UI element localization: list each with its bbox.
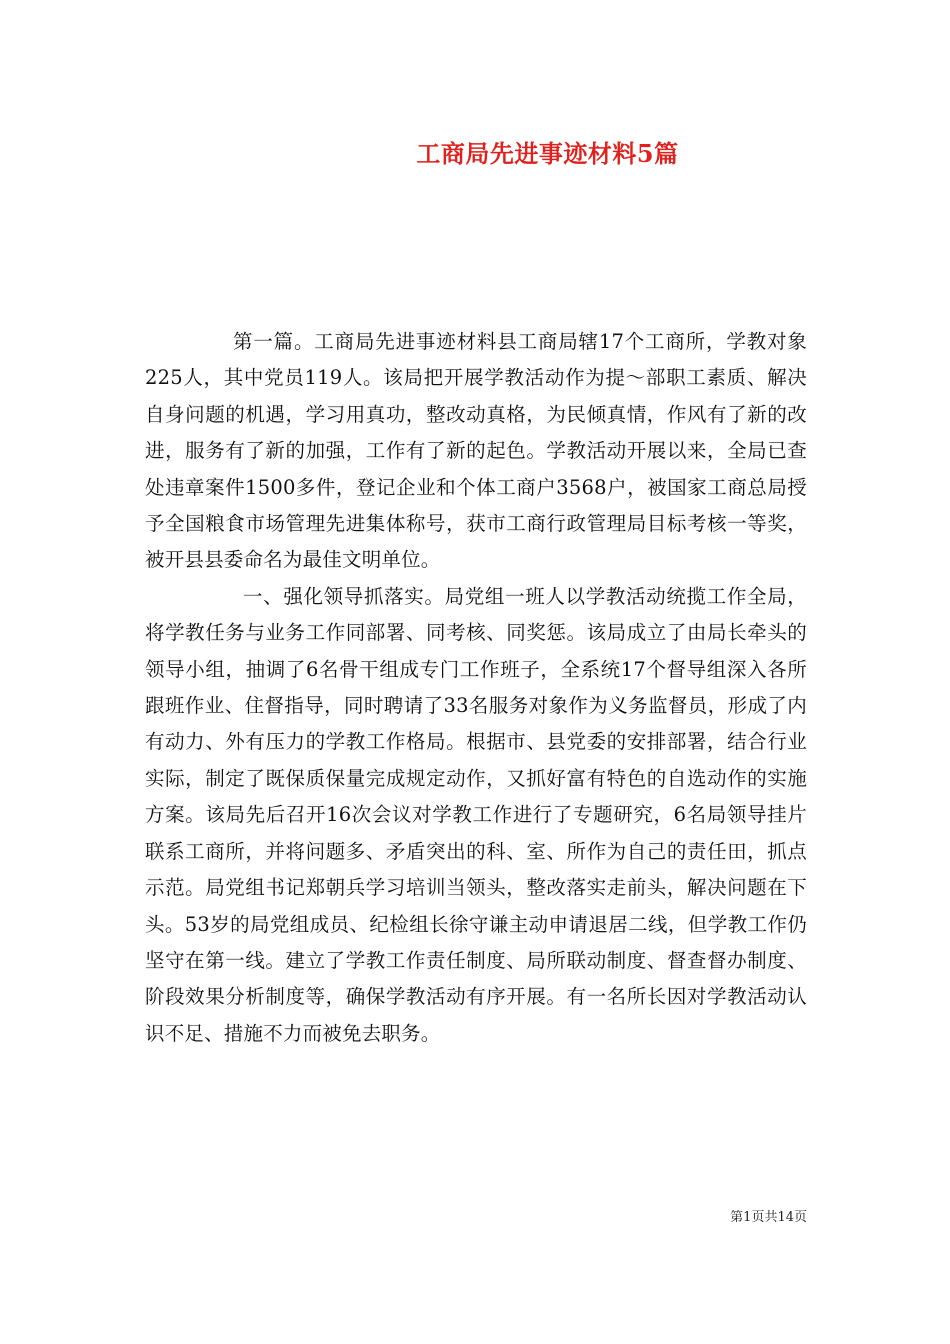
document-body <box>145 324 807 1052</box>
paragraph-1: 第一篇。工商局先进事迹材料县工商局辖17个工商所，学教对象225人，其中党员119人。该局把开展学教活动作为提～部职工素质、解决自身问题的机遇，学习用真功，整改动真格，为民倾真情，作风有了新的改进，服务有了新的加强，工作有了新的起色。学教活动开展以来，全局已查处违章案件1500多件，登记企业和个体工商户3568户，被国家工商总局授予全国粮食市场管理先进集体称号，获市工商行政管理局目标考核一等奖，被开县县委命名为最佳文明单位。 <box>145 330 807 572</box>
paragraph-2: 一、强化领导抓落实。局党组一班人以学教活动统揽工作全局，将学教任务与业务工作同部署、同考核、同奖惩。该局成立了由局长牵头的领导小组，抽调了6名骨干组成专门工作班子，全系统17个督导组深入各所跟班作业、住督指导，同时聘请了33名服务对象作为义务监督员，形成了内有动力、外有压力的学教工作格局。根据市、县党委的安排部署，结合行业实际，制定了既保质保量完成规定动作，又抓好富有特色的自选动作的实施方案。该局先后召开16次会议对学教工作进行了专题研究，6名局领导挂片联系工商所，并将问题多、矛盾突出的科、室、所作为自己的责任田，抓点示范。局党组书记郑朝兵学习培训当领头，整改落实走前头，解决问题在下头。53岁的局党组成员、纪检组长徐守谦主动申请退居二线，但学教工作仍坚守在第一线。建立了学教工作责任制度、局所联动制度、督查督办制度、阶段效果分析制度等，确保学教活动有序开展。有一名所长因对学教活动认识不足、措施不力而被免去职务。 <box>145 584 807 1045</box>
page-number-footer: 第1页共14页 <box>730 1210 807 1225</box>
document-title: 工商局先进事迹材料5篇 <box>416 139 679 168</box>
